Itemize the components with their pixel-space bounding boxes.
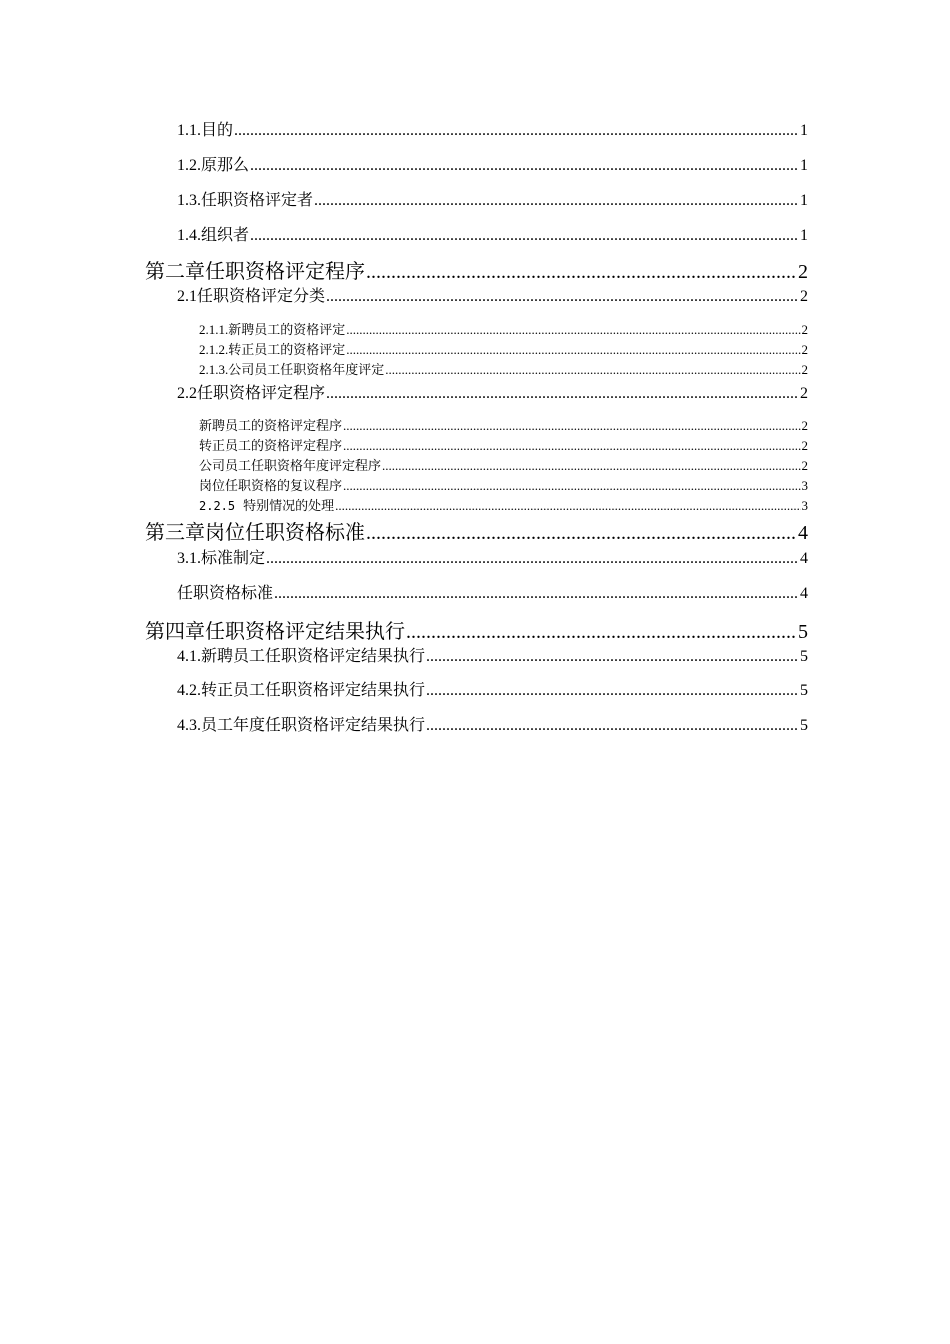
toc-entry-2-2-5[interactable] xyxy=(199,495,808,514)
toc-leader-dots xyxy=(326,288,799,306)
toc-entry-2-2[interactable] xyxy=(177,380,808,403)
toc-page-number: 2 xyxy=(798,261,808,283)
toc-chapter-3[interactable] xyxy=(145,516,808,545)
toc-page-number: 5 xyxy=(800,717,808,734)
toc-entry-number: 2.1 xyxy=(177,288,197,305)
toc-entry-number: 1.2. xyxy=(177,157,201,174)
toc-entry-number: 1.1. xyxy=(177,122,201,139)
toc-entry-1-2[interactable] xyxy=(177,152,808,175)
toc-entry-title: 新聘员工任职资格评定结果执行 xyxy=(201,646,426,665)
toc-entry-number: 2.1.3. xyxy=(199,362,229,377)
toc-page-number: 5 xyxy=(800,648,808,665)
toc-entry-title: 任职资格评定程序 xyxy=(205,259,365,283)
toc-entry-number: 4.1. xyxy=(177,648,201,665)
toc-page-number: 5 xyxy=(800,682,808,699)
toc-entry-2-2-2[interactable] xyxy=(199,435,808,454)
toc-entry-4-2[interactable] xyxy=(177,677,808,700)
toc-leader-dots xyxy=(266,550,799,568)
toc-entry-number: 2.2 xyxy=(177,385,197,402)
toc-entry-2-2-4[interactable] xyxy=(199,475,808,494)
toc-entry-title: 公司员工任职资格年度评定 xyxy=(228,363,385,378)
toc-page-number: 4 xyxy=(800,585,808,602)
toc-leader-dots xyxy=(406,621,797,644)
toc-entry-1-1[interactable] xyxy=(177,117,808,140)
toc-leader-dots xyxy=(335,498,800,514)
toc-page-number: 2 xyxy=(801,418,808,433)
toc-chapter-4[interactable] xyxy=(145,615,808,644)
toc-page-number: 2 xyxy=(801,322,808,337)
toc-leader-dots xyxy=(250,227,799,245)
toc-page-number: 3 xyxy=(801,498,808,513)
toc-entry-title: 特别情况的处理 xyxy=(243,499,335,514)
toc-entry-title: 转正员工的资格评定程序 xyxy=(199,439,343,454)
toc-leader-dots xyxy=(343,438,800,454)
toc-entry-number: 2.1.1. xyxy=(199,322,229,337)
toc-entry-title: 标准制定 xyxy=(201,548,266,567)
toc-entry-4-3[interactable] xyxy=(177,712,808,735)
toc-leader-dots xyxy=(343,418,800,434)
toc-page-number: 2 xyxy=(801,438,808,453)
toc-entry-title: 员工年度任职资格评定结果执行 xyxy=(201,715,426,734)
toc-entry-title: 公司员工任职资格年度评定程序 xyxy=(199,459,382,474)
toc-entry-number: 1.3. xyxy=(177,192,201,209)
toc-page-number: 2 xyxy=(800,385,808,402)
toc-entry-title: 任职资格评定者 xyxy=(201,190,314,209)
toc-leader-dots xyxy=(326,385,799,403)
toc-entry-title: 新聘员工的资格评定 xyxy=(228,323,346,338)
toc-page-number: 2 xyxy=(801,458,808,473)
toc-entry-number: 第三章 xyxy=(145,520,205,544)
toc-entry-4-1[interactable] xyxy=(177,643,808,666)
toc-entry-title: 新聘员工的资格评定程序 xyxy=(199,419,343,434)
toc-leader-dots xyxy=(366,261,797,284)
toc-entry-number: 4.2. xyxy=(177,682,201,699)
toc-leader-dots xyxy=(426,682,799,700)
toc-entry-number: 2.2.5 xyxy=(199,499,236,513)
toc-leader-dots xyxy=(426,648,799,666)
toc-page-number: 2 xyxy=(800,288,808,305)
toc-page-number: 1 xyxy=(800,122,808,139)
toc-entry-title: 岗位任职资格的复议程序 xyxy=(199,479,343,494)
toc-chapter-2[interactable] xyxy=(145,255,808,284)
toc-entry-title: 任职资格评定程序 xyxy=(197,383,326,402)
toc-entry-number: 3.1. xyxy=(177,550,201,567)
toc-entry-2-2-3[interactable] xyxy=(199,455,808,474)
toc-leader-dots xyxy=(385,362,800,378)
toc-page-number: 1 xyxy=(800,157,808,174)
toc-entry-2-1-3[interactable] xyxy=(199,359,808,378)
toc-entry-number: 2.1.2. xyxy=(199,342,229,357)
toc-leader-dots xyxy=(426,717,799,735)
toc-entry-title: 目的 xyxy=(201,120,234,139)
toc-leader-dots xyxy=(343,478,800,494)
toc-entry-title: 原那么 xyxy=(201,155,250,174)
toc-leader-dots xyxy=(366,522,797,545)
toc-entry-title: 任职资格评定分类 xyxy=(197,286,326,305)
toc-page-number: 2 xyxy=(801,342,808,357)
toc-entry-number: 4.3. xyxy=(177,717,201,734)
toc-entry-2-1-2[interactable] xyxy=(199,339,808,358)
toc-leader-dots xyxy=(274,585,799,603)
toc-entry-title: 转正员工的资格评定 xyxy=(228,343,346,358)
toc-entry-number: 第二章 xyxy=(145,259,205,283)
toc-entry-title: 任职资格标准 xyxy=(177,583,274,602)
toc-entry-title: 任职资格评定结果执行 xyxy=(205,619,405,643)
toc-entry-number: 第四章 xyxy=(145,619,205,643)
toc-leader-dots xyxy=(382,458,800,474)
toc-page-number: 1 xyxy=(800,192,808,209)
toc-leader-dots xyxy=(346,342,800,358)
toc-page-number: 2 xyxy=(801,362,808,377)
toc-entry-3-2[interactable] xyxy=(177,580,808,603)
toc-leader-dots xyxy=(314,192,799,210)
toc-page-number: 4 xyxy=(800,550,808,567)
toc-leader-dots xyxy=(250,157,799,175)
toc-entry-1-3[interactable] xyxy=(177,187,808,210)
toc-entry-2-1-1[interactable] xyxy=(199,319,808,338)
toc-leader-dots xyxy=(346,322,800,338)
toc-entry-2-2-1[interactable] xyxy=(199,415,808,434)
toc-page-number: 4 xyxy=(798,522,808,544)
toc-entry-3-1[interactable] xyxy=(177,545,808,568)
toc-page-number: 3 xyxy=(801,478,808,493)
toc-page-number: 1 xyxy=(800,227,808,244)
toc-entry-1-4[interactable] xyxy=(177,222,808,245)
toc-entry-2-1[interactable] xyxy=(177,283,808,306)
toc-entry-title: 组织者 xyxy=(201,225,250,244)
toc-entry-title: 转正员工任职资格评定结果执行 xyxy=(201,680,426,699)
toc-entry-number: 1.4. xyxy=(177,227,201,244)
toc-leader-dots xyxy=(234,122,799,140)
toc-entry-title: 岗位任职资格标准 xyxy=(205,520,365,544)
toc-page-number: 5 xyxy=(798,621,808,643)
